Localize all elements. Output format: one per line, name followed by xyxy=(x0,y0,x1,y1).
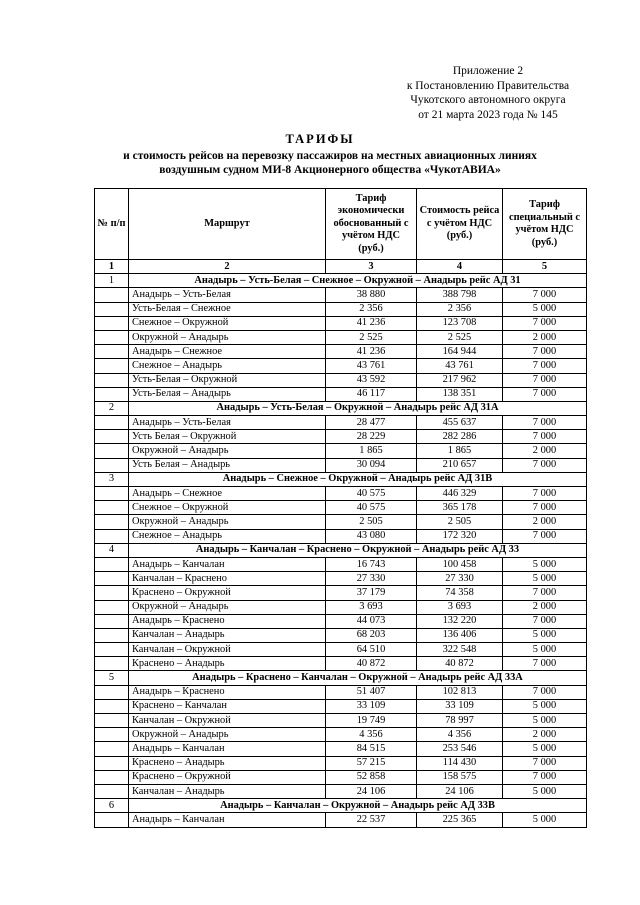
subtitle-line-2: воздушным судном МИ-8 Акционерного общества «ЧукотАВИА» xyxy=(159,164,501,176)
empty-number-cell xyxy=(95,359,129,373)
empty-number-cell xyxy=(95,501,129,515)
flight-cost-cell: 225 365 xyxy=(417,813,503,827)
table-header-row xyxy=(95,189,587,260)
economic-tariff-cell: 2 525 xyxy=(326,330,417,344)
special-tariff-cell: 7 000 xyxy=(503,487,587,501)
document-subtitle xyxy=(60,149,600,177)
special-tariff-cell: 5 000 xyxy=(503,643,587,657)
route-cell: Анадырь – Снежное xyxy=(129,345,326,359)
special-tariff-cell: 7 000 xyxy=(503,288,587,302)
appendix-line-2: к Постановлению Правительства xyxy=(406,79,570,92)
flight-cost-cell: 388 798 xyxy=(417,288,503,302)
route-cell: Канчалан – Анадырь xyxy=(129,628,326,642)
flight-cost-cell: 3 693 xyxy=(417,600,503,614)
special-tariff-cell: 5 000 xyxy=(503,742,587,756)
route-cell: Анадырь – Снежное xyxy=(129,487,326,501)
header-number: № п/п xyxy=(95,189,129,260)
economic-tariff-cell: 84 515 xyxy=(326,742,417,756)
economic-tariff-cell: 40 575 xyxy=(326,487,417,501)
tariffs-table xyxy=(94,188,587,828)
route-cell: Краснено – Анадырь xyxy=(129,657,326,671)
special-tariff-cell: 7 000 xyxy=(503,614,587,628)
column-number: 4 xyxy=(417,260,503,274)
route-cell: Канчалан – Анадырь xyxy=(129,784,326,798)
group-row xyxy=(95,472,587,486)
special-tariff-cell: 5 000 xyxy=(503,813,587,827)
special-tariff-cell: 7 000 xyxy=(503,359,587,373)
table-row xyxy=(95,643,587,657)
route-cell: Краснено – Канчалан xyxy=(129,699,326,713)
economic-tariff-cell: 44 073 xyxy=(326,614,417,628)
column-number: 3 xyxy=(326,260,417,274)
column-number-row xyxy=(95,260,587,274)
economic-tariff-cell: 37 179 xyxy=(326,586,417,600)
group-row xyxy=(95,671,587,685)
economic-tariff-cell: 46 117 xyxy=(326,387,417,401)
special-tariff-cell: 2 000 xyxy=(503,330,587,344)
special-tariff-cell: 7 000 xyxy=(503,458,587,472)
flight-cost-cell: 102 813 xyxy=(417,685,503,699)
route-cell: Окружной – Анадырь xyxy=(129,600,326,614)
table-row xyxy=(95,657,587,671)
empty-number-cell xyxy=(95,345,129,359)
special-tariff-cell: 7 000 xyxy=(503,586,587,600)
economic-tariff-cell: 43 592 xyxy=(326,373,417,387)
economic-tariff-cell: 43 761 xyxy=(326,359,417,373)
table-body xyxy=(95,274,587,827)
flight-cost-cell: 123 708 xyxy=(417,316,503,330)
group-number: 3 xyxy=(95,472,129,486)
empty-number-cell xyxy=(95,586,129,600)
route-cell: Анадырь – Краснено xyxy=(129,685,326,699)
flight-cost-cell: 2 505 xyxy=(417,515,503,529)
document-title: ТАРИФЫ xyxy=(285,132,355,146)
route-cell: Краснено – Анадырь xyxy=(129,756,326,770)
flight-cost-cell: 365 178 xyxy=(417,501,503,515)
economic-tariff-cell: 43 080 xyxy=(326,529,417,543)
column-number: 5 xyxy=(503,260,587,274)
empty-number-cell xyxy=(95,742,129,756)
economic-tariff-cell: 64 510 xyxy=(326,643,417,657)
flight-cost-cell: 164 944 xyxy=(417,345,503,359)
empty-number-cell xyxy=(95,643,129,657)
flight-cost-cell: 136 406 xyxy=(417,628,503,642)
empty-number-cell xyxy=(95,572,129,586)
table-row xyxy=(95,501,587,515)
group-number: 5 xyxy=(95,671,129,685)
flight-cost-cell: 172 320 xyxy=(417,529,503,543)
economic-tariff-cell: 16 743 xyxy=(326,557,417,571)
special-tariff-cell: 2 000 xyxy=(503,444,587,458)
empty-number-cell xyxy=(95,387,129,401)
flight-cost-cell: 158 575 xyxy=(417,770,503,784)
empty-number-cell xyxy=(95,444,129,458)
flight-cost-cell: 74 358 xyxy=(417,586,503,600)
economic-tariff-cell: 28 477 xyxy=(326,416,417,430)
special-tariff-cell: 5 000 xyxy=(503,628,587,642)
route-cell: Снежное – Окружной xyxy=(129,316,326,330)
group-row xyxy=(95,799,587,813)
appendix-line-3: Чукотского автономного округа xyxy=(410,94,566,106)
empty-number-cell xyxy=(95,373,129,387)
route-cell: Усть Белая – Окружной xyxy=(129,430,326,444)
empty-number-cell xyxy=(95,430,129,444)
group-title: Анадырь – Канчалан – Окружной – Анадырь рейс АД 33В xyxy=(129,799,587,813)
group-number: 2 xyxy=(95,401,129,415)
route-cell: Анадырь – Усть-Белая xyxy=(129,416,326,430)
flight-cost-cell: 282 286 xyxy=(417,430,503,444)
flight-cost-cell: 138 351 xyxy=(417,387,503,401)
empty-number-cell xyxy=(95,316,129,330)
route-cell: Канчалан – Окружной xyxy=(129,643,326,657)
table-row xyxy=(95,628,587,642)
empty-number-cell xyxy=(95,487,129,501)
special-tariff-cell: 7 000 xyxy=(503,685,587,699)
flight-cost-cell: 27 330 xyxy=(417,572,503,586)
route-cell: Снежное – Анадырь xyxy=(129,529,326,543)
economic-tariff-cell: 41 236 xyxy=(326,345,417,359)
special-tariff-cell: 2 000 xyxy=(503,515,587,529)
economic-tariff-cell: 33 109 xyxy=(326,699,417,713)
table-row xyxy=(95,345,587,359)
route-cell: Усть-Белая – Снежное xyxy=(129,302,326,316)
special-tariff-cell: 7 000 xyxy=(503,529,587,543)
table-row xyxy=(95,813,587,827)
table-row xyxy=(95,742,587,756)
empty-number-cell xyxy=(95,628,129,642)
flight-cost-cell: 100 458 xyxy=(417,557,503,571)
appendix-note xyxy=(388,64,588,122)
special-tariff-cell: 5 000 xyxy=(503,714,587,728)
group-number: 4 xyxy=(95,543,129,557)
economic-tariff-cell: 24 106 xyxy=(326,784,417,798)
empty-number-cell xyxy=(95,813,129,827)
flight-cost-cell: 132 220 xyxy=(417,614,503,628)
economic-tariff-cell: 22 537 xyxy=(326,813,417,827)
empty-number-cell xyxy=(95,756,129,770)
empty-number-cell xyxy=(95,685,129,699)
special-tariff-cell: 5 000 xyxy=(503,699,587,713)
empty-number-cell xyxy=(95,600,129,614)
group-title: Анадырь – Усть-Белая – Окружной – Анадырь рейс АД 31А xyxy=(129,401,587,415)
group-title: Анадырь – Канчалан – Краснено – Окружной – Анадырь рейс АД 33 xyxy=(129,543,587,557)
special-tariff-cell: 7 000 xyxy=(503,373,587,387)
group-title: Анадырь – Усть-Белая – Снежное – Окружной – Анадырь рейс АД 31 xyxy=(129,274,587,288)
empty-number-cell xyxy=(95,728,129,742)
empty-number-cell xyxy=(95,614,129,628)
special-tariff-cell: 5 000 xyxy=(503,572,587,586)
route-cell: Анадырь – Канчалан xyxy=(129,813,326,827)
column-number: 1 xyxy=(95,260,129,274)
special-tariff-cell: 7 000 xyxy=(503,345,587,359)
table-row xyxy=(95,685,587,699)
economic-tariff-cell: 51 407 xyxy=(326,685,417,699)
group-number: 1 xyxy=(95,274,129,288)
economic-tariff-cell: 4 356 xyxy=(326,728,417,742)
empty-number-cell xyxy=(95,288,129,302)
group-row xyxy=(95,401,587,415)
table-row xyxy=(95,359,587,373)
route-cell: Краснено – Окружной xyxy=(129,770,326,784)
route-cell: Анадырь – Канчалан xyxy=(129,557,326,571)
empty-number-cell xyxy=(95,529,129,543)
route-cell: Анадырь – Канчалан xyxy=(129,742,326,756)
table-row xyxy=(95,515,587,529)
economic-tariff-cell: 38 880 xyxy=(326,288,417,302)
table-row xyxy=(95,699,587,713)
flight-cost-cell: 217 962 xyxy=(417,373,503,387)
economic-tariff-cell: 27 330 xyxy=(326,572,417,586)
empty-number-cell xyxy=(95,515,129,529)
special-tariff-cell: 7 000 xyxy=(503,501,587,515)
header-economic-tariff: Тариф экономически обоснованный с учётом НДС (руб.) xyxy=(326,189,417,260)
economic-tariff-cell: 2 356 xyxy=(326,302,417,316)
table-row xyxy=(95,316,587,330)
route-cell: Канчалан – Краснено xyxy=(129,572,326,586)
table-row xyxy=(95,330,587,344)
economic-tariff-cell: 3 693 xyxy=(326,600,417,614)
flight-cost-cell: 40 872 xyxy=(417,657,503,671)
route-cell: Снежное – Окружной xyxy=(129,501,326,515)
special-tariff-cell: 5 000 xyxy=(503,557,587,571)
special-tariff-cell: 2 000 xyxy=(503,728,587,742)
column-number: 2 xyxy=(129,260,326,274)
economic-tariff-cell: 19 749 xyxy=(326,714,417,728)
subtitle-line-1: и стоимость рейсов на перевозку пассажиров на местных авиационных линиях xyxy=(123,150,537,162)
route-cell: Усть-Белая – Анадырь xyxy=(129,387,326,401)
table-row xyxy=(95,770,587,784)
special-tariff-cell: 5 000 xyxy=(503,302,587,316)
route-cell: Окружной – Анадырь xyxy=(129,515,326,529)
empty-number-cell xyxy=(95,784,129,798)
route-cell: Канчалан – Окружной xyxy=(129,714,326,728)
route-cell: Анадырь – Краснено xyxy=(129,614,326,628)
flight-cost-cell: 33 109 xyxy=(417,699,503,713)
special-tariff-cell: 7 000 xyxy=(503,387,587,401)
appendix-line-1: Приложение 2 xyxy=(452,65,524,77)
empty-number-cell xyxy=(95,557,129,571)
flight-cost-cell: 114 430 xyxy=(417,756,503,770)
economic-tariff-cell: 57 215 xyxy=(326,756,417,770)
table-row xyxy=(95,756,587,770)
table-row xyxy=(95,444,587,458)
economic-tariff-cell: 2 505 xyxy=(326,515,417,529)
table-row xyxy=(95,373,587,387)
table-row xyxy=(95,714,587,728)
empty-number-cell xyxy=(95,416,129,430)
table-row xyxy=(95,302,587,316)
table-row xyxy=(95,728,587,742)
table-row xyxy=(95,288,587,302)
table-row xyxy=(95,572,587,586)
route-cell: Усть-Белая – Окружной xyxy=(129,373,326,387)
economic-tariff-cell: 30 094 xyxy=(326,458,417,472)
group-row xyxy=(95,274,587,288)
group-title: Анадырь – Краснено – Канчалан – Окружной – Анадырь рейс АД 33А xyxy=(129,671,587,685)
flight-cost-cell: 2 525 xyxy=(417,330,503,344)
flight-cost-cell: 2 356 xyxy=(417,302,503,316)
empty-number-cell xyxy=(95,770,129,784)
table-row xyxy=(95,614,587,628)
empty-number-cell xyxy=(95,657,129,671)
flight-cost-cell: 446 329 xyxy=(417,487,503,501)
route-cell: Усть Белая – Анадырь xyxy=(129,458,326,472)
economic-tariff-cell: 28 229 xyxy=(326,430,417,444)
header-flight-cost: Стоимость рейса с учётом НДС (руб.) xyxy=(417,189,503,260)
table-row xyxy=(95,487,587,501)
appendix-line-4: от 21 марта 2023 года № 145 xyxy=(418,108,558,121)
empty-number-cell xyxy=(95,699,129,713)
table-row xyxy=(95,784,587,798)
flight-cost-cell: 322 548 xyxy=(417,643,503,657)
table-row xyxy=(95,387,587,401)
special-tariff-cell: 7 000 xyxy=(503,416,587,430)
special-tariff-cell: 7 000 xyxy=(503,316,587,330)
route-cell: Снежное – Анадырь xyxy=(129,359,326,373)
table-row xyxy=(95,586,587,600)
special-tariff-cell: 7 000 xyxy=(503,770,587,784)
route-cell: Окружной – Анадырь xyxy=(129,444,326,458)
group-title: Анадырь – Снежное – Окружной – Анадырь рейс АД 31В xyxy=(129,472,587,486)
table-row xyxy=(95,458,587,472)
empty-number-cell xyxy=(95,458,129,472)
economic-tariff-cell: 40 575 xyxy=(326,501,417,515)
economic-tariff-cell: 41 236 xyxy=(326,316,417,330)
flight-cost-cell: 1 865 xyxy=(417,444,503,458)
economic-tariff-cell: 40 872 xyxy=(326,657,417,671)
flight-cost-cell: 43 761 xyxy=(417,359,503,373)
flight-cost-cell: 4 356 xyxy=(417,728,503,742)
flight-cost-cell: 253 546 xyxy=(417,742,503,756)
table-row xyxy=(95,416,587,430)
table-row xyxy=(95,557,587,571)
special-tariff-cell: 7 000 xyxy=(503,430,587,444)
economic-tariff-cell: 68 203 xyxy=(326,628,417,642)
route-cell: Краснено – Окружной xyxy=(129,586,326,600)
table-row xyxy=(95,600,587,614)
table-row xyxy=(95,430,587,444)
empty-number-cell xyxy=(95,302,129,316)
group-number: 6 xyxy=(95,799,129,813)
route-cell: Анадырь – Усть-Белая xyxy=(129,288,326,302)
table-row xyxy=(95,529,587,543)
special-tariff-cell: 7 000 xyxy=(503,756,587,770)
special-tariff-cell: 5 000 xyxy=(503,784,587,798)
flight-cost-cell: 78 997 xyxy=(417,714,503,728)
empty-number-cell xyxy=(95,330,129,344)
header-route: Маршрут xyxy=(129,189,326,260)
flight-cost-cell: 24 106 xyxy=(417,784,503,798)
header-special-tariff: Тариф специальный с учётом НДС (руб.) xyxy=(503,189,587,260)
flight-cost-cell: 210 657 xyxy=(417,458,503,472)
economic-tariff-cell: 1 865 xyxy=(326,444,417,458)
group-row xyxy=(95,543,587,557)
empty-number-cell xyxy=(95,714,129,728)
route-cell: Окружной – Анадырь xyxy=(129,728,326,742)
route-cell: Окружной – Анадырь xyxy=(129,330,326,344)
flight-cost-cell: 455 637 xyxy=(417,416,503,430)
economic-tariff-cell: 52 858 xyxy=(326,770,417,784)
special-tariff-cell: 7 000 xyxy=(503,657,587,671)
special-tariff-cell: 2 000 xyxy=(503,600,587,614)
